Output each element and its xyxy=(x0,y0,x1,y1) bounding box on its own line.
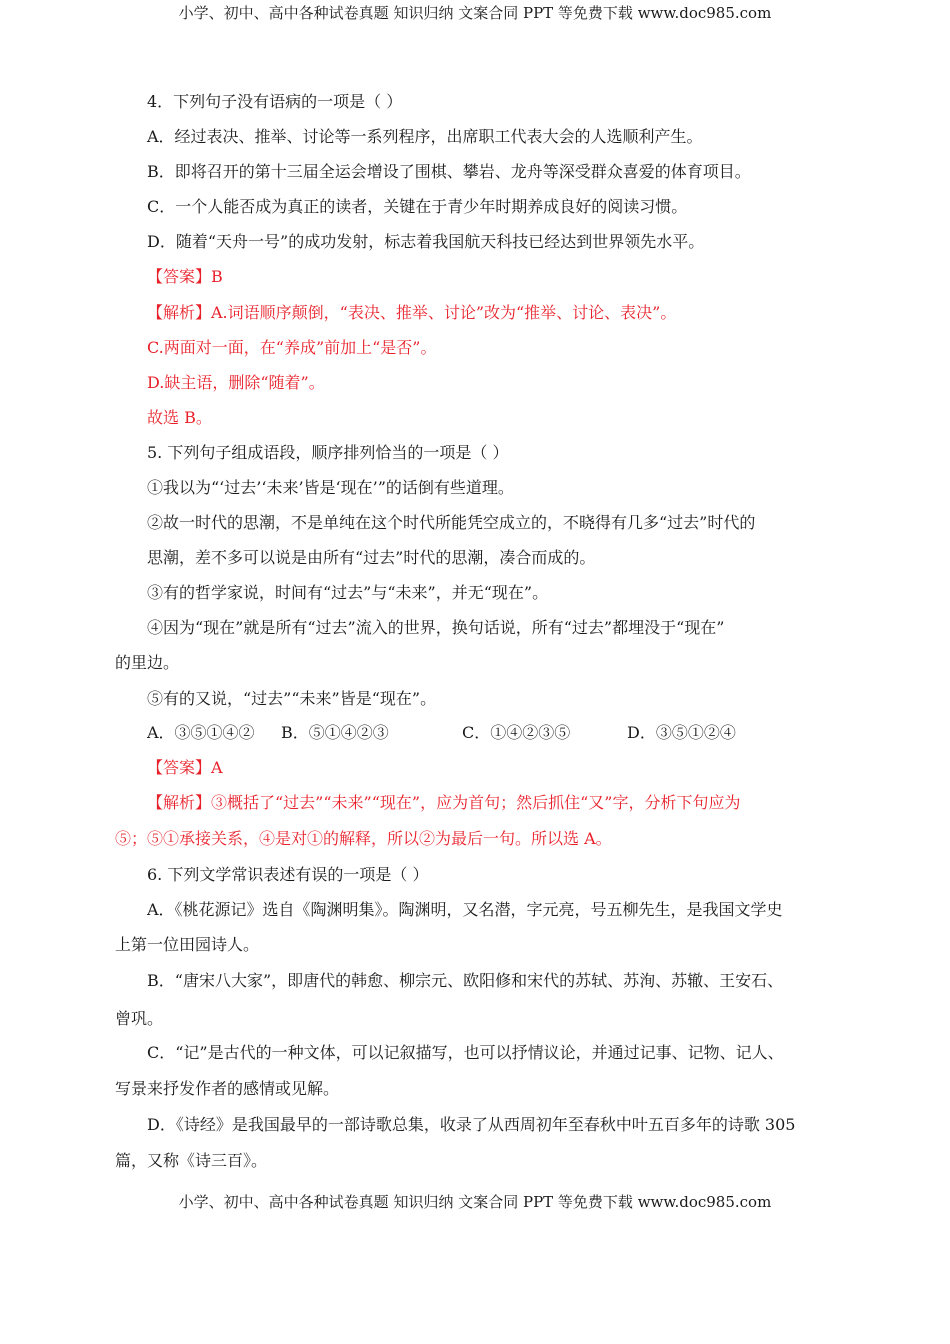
q6-stem: 6. 下列文学常识表述有误的一项是（ ） xyxy=(147,865,429,884)
q5-answer: 【答案】A xyxy=(147,758,223,777)
page-header: 小学、初中、高中各种试卷真题 知识归纳 文案合同 PPT 等免费下载 www.doc985.com xyxy=(178,4,772,22)
q4-analysis-line: C.两面对一面，在“养成”前加上“是否”。 xyxy=(147,338,437,357)
q5-option-d: D．③⑤①②④ xyxy=(627,723,736,742)
q6-option-a: A．《桃花源记》选自《陶渊明集》。陶渊明，又名潜，字元亮，号五柳先生，是我国文学史 xyxy=(147,900,783,919)
q4-option-b: B．即将召开的第十三届全运会增设了围棋、攀岩、龙舟等深受群众喜爱的体育项目。 xyxy=(147,162,751,181)
q6-option-d: D．《诗经》是我国最早的一部诗歌总集，收录了从西周初年至春秋中叶五百多年的诗歌 305 xyxy=(147,1115,796,1134)
q5-sentence-3: ③有的哲学家说，时间有“过去”与“未来”，并无“现在”。 xyxy=(147,583,549,602)
q4-stem: 4．下列句子没有语病的一项是（ ） xyxy=(147,92,403,111)
page-footer: 小学、初中、高中各种试卷真题 知识归纳 文案合同 PPT 等免费下载 www.doc985.com xyxy=(178,1193,772,1211)
q6-option-c-cont: 写景来抒发作者的感情或见解。 xyxy=(115,1079,340,1098)
q5-sentence-5: ⑤有的又说，“过去”“未来”皆是“现在”。 xyxy=(147,689,437,708)
q5-sentence-4: ④因为“现在”就是所有“过去”流入的世界，换句话说，所有“过去”都埋没于“现在” xyxy=(147,618,725,637)
q4-option-c: C．一个人能否成为真正的读者，关键在于青少年时期养成良好的阅读习惯。 xyxy=(147,197,688,216)
q6-option-c: C．“记”是古代的一种文体，可以记叙描写，也可以抒情议论，并通过记事、记物、记人、 xyxy=(147,1043,784,1062)
q5-option-c: C．①④②③⑤ xyxy=(462,723,571,742)
q4-option-a: A．经过表决、推举、讨论等一系列程序，出席职工代表大会的人选顺利产生。 xyxy=(147,127,703,146)
q5-analysis-line: 【解析】③概括了“过去”“未来”“现在”，应为首句；然后抓住“又”字，分析下句应为 xyxy=(147,793,741,812)
q5-option-a: A．③⑤①④② xyxy=(147,723,255,742)
q5-sentence-2-cont: 思潮，差不多可以说是由所有“过去”时代的思潮，凑合而成的。 xyxy=(147,548,596,567)
q6-option-d-cont: 篇，又称《诗三百》。 xyxy=(115,1151,268,1170)
q5-sentence-4-cont: 的里边。 xyxy=(115,653,180,672)
q4-analysis-line: 【解析】A.词语顺序颠倒，“表决、推举、讨论”改为“推举、讨论、表决”。 xyxy=(147,303,677,322)
q5-option-b: B．⑤①④②③ xyxy=(281,723,389,742)
q6-option-b-cont: 曾巩。 xyxy=(115,1009,164,1028)
q4-analysis-line: D.缺主语，删除“随着”。 xyxy=(147,373,325,392)
q4-answer: 【答案】B xyxy=(147,267,223,286)
q4-analysis-line: 故选 B。 xyxy=(147,408,212,427)
q5-stem: 5. 下列句子组成语段，顺序排列恰当的一项是（ ） xyxy=(147,443,509,462)
q5-sentence-2: ②故一时代的思潮，不是单纯在这个时代所能凭空成立的，不晓得有几多“过去”时代的 xyxy=(147,513,756,532)
q4-option-d: D．随着“天舟一号”的成功发射，标志着我国航天科技已经达到世界领先水平。 xyxy=(147,232,705,251)
q5-sentence-1: ①我以为“‘过去’‘未来’皆是‘现在’”的话倒有些道理。 xyxy=(147,478,514,497)
q6-option-b: B．“唐宋八大家”，即唐代的韩愈、柳宗元、欧阳修和宋代的苏轼、苏洵、苏辙、王安石、 xyxy=(147,971,784,990)
q6-option-a-cont: 上第一位田园诗人。 xyxy=(115,935,260,954)
q5-analysis-line: ⑤；⑤①承接关系，④是对①的解释，所以②为最后一句。所以选 A。 xyxy=(115,829,612,848)
